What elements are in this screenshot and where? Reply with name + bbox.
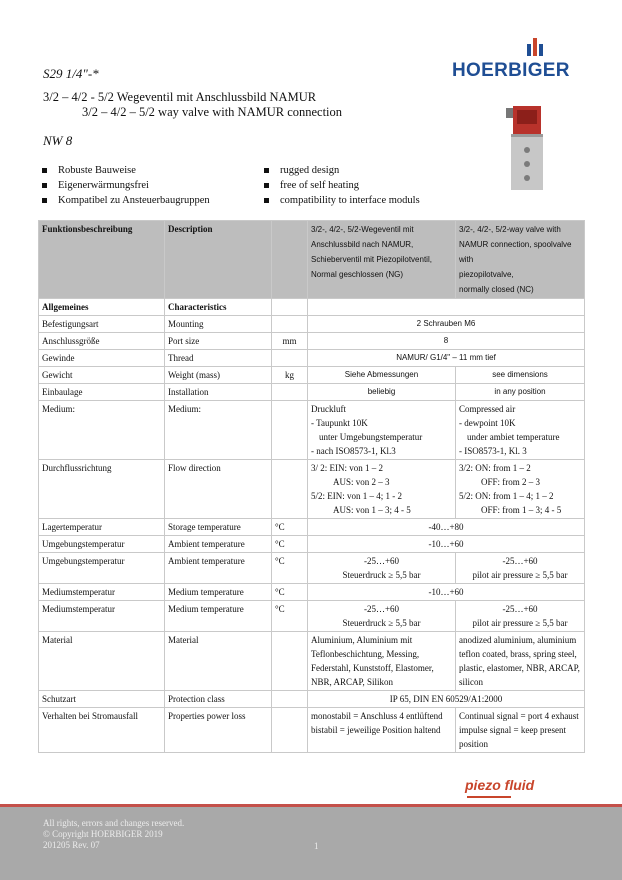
table-cell: 8 <box>308 333 585 350</box>
header-description: Description <box>165 221 272 299</box>
cell-line: - nach ISO8573-1, Kl.3 <box>311 446 396 456</box>
section-label-de: Allgemeines <box>39 299 165 316</box>
table-row <box>39 632 585 691</box>
table-cell <box>308 601 456 632</box>
footer-legal <box>43 818 184 851</box>
cell-line: OFF: from 2 – 3 <box>481 477 541 487</box>
nominal-width: NW 8 <box>43 133 73 148</box>
cell-line: NAMUR connection, spoolvalve with <box>459 240 572 264</box>
table-row <box>39 584 585 601</box>
table-row <box>39 691 585 708</box>
table-cell: Verhalten bei Stromausfall <box>39 708 165 753</box>
table-cell <box>272 708 308 753</box>
table-cell: mm <box>272 333 308 350</box>
table-cell: °C <box>272 553 308 584</box>
table-cell: -40…+80 <box>308 519 585 536</box>
cell-line: Continual signal = port 4 exhaust <box>459 711 579 721</box>
table-cell: °C <box>272 584 308 601</box>
table-cell <box>456 708 585 753</box>
section-label-en: Characteristics <box>165 299 272 316</box>
table-cell <box>272 691 308 708</box>
cell-line: -25…+60 <box>363 556 400 566</box>
hoerbiger-logo-icon <box>524 36 546 58</box>
piezo-fluid-logo: piezo fluid <box>465 777 535 793</box>
table-cell: °C <box>272 601 308 632</box>
cell-line: bistabil = jeweilige Position haltend <box>311 725 441 735</box>
table-cell <box>308 299 585 316</box>
product-code: S29 1/4"-* <box>43 66 99 81</box>
table-cell: Thread <box>165 350 272 367</box>
table-cell: Medium temperature <box>165 601 272 632</box>
table-cell: Lagertemperatur <box>39 519 165 536</box>
specification-table <box>38 220 585 753</box>
cell-line: - ISO8573-1, Kl. 3 <box>459 446 527 456</box>
table-row <box>39 519 585 536</box>
table-cell: Gewicht <box>39 367 165 384</box>
cell-line: Normal geschlossen (NG) <box>311 270 404 279</box>
valve-product-image <box>503 102 547 194</box>
cell-line: AUS: von 2 – 3 <box>333 477 390 487</box>
feature-item: Eigenerwärmungsfrei <box>40 178 210 193</box>
table-cell: Material <box>165 632 272 691</box>
table-cell: 2 Schrauben M6 <box>308 316 585 333</box>
footer-line: © Copyright HOERBIGER 2019 <box>43 829 163 839</box>
cell-line: - Taupunkt 10K <box>311 418 368 428</box>
table-cell: IP 65, DIN EN 60529/A1:2000 <box>308 691 585 708</box>
table-cell: Protection class <box>165 691 272 708</box>
cell-line: -25…+60 <box>502 556 538 566</box>
table-cell: Durchflussrichtung <box>39 460 165 519</box>
header-en-text <box>456 221 585 299</box>
cell-line: Druckluft <box>311 404 346 414</box>
table-cell: Anschlussgröße <box>39 333 165 350</box>
feature-item: Robuste Bauweise <box>40 163 210 178</box>
cell-line: unter Umgebungstemperatur <box>319 432 423 442</box>
footer-line: All rights, errors and changes reserved. <box>43 818 185 828</box>
page-footer <box>0 804 622 880</box>
table-cell: Material <box>39 632 165 691</box>
table-row <box>39 401 585 460</box>
table-row <box>39 553 585 584</box>
cell-line: anodized aluminium, aluminium <box>459 635 577 645</box>
table-cell: Umgebungstemperatur <box>39 536 165 553</box>
cell-line: teflon coated, brass, spring steel, <box>459 649 577 659</box>
table-cell <box>456 460 585 519</box>
table-cell: NAMUR/ G1/4" – 11 mm tief <box>308 350 585 367</box>
cell-line: Anschlussbild nach NAMUR, <box>311 240 414 249</box>
table-cell <box>272 460 308 519</box>
cell-line: Compressed air <box>459 404 516 414</box>
title-english: 3/2 – 4/2 – 5/2 way valve with NAMUR connection <box>82 105 343 119</box>
cell-line: 5/2: ON: from 1 – 4; 1 – 2 <box>459 491 554 501</box>
table-row <box>39 601 585 632</box>
table-cell: Siehe Abmessungen <box>308 367 456 384</box>
table-cell <box>272 299 308 316</box>
table-cell: Mediumstemperatur <box>39 584 165 601</box>
table-row <box>39 350 585 367</box>
cell-line: silicon <box>459 677 483 687</box>
cell-line: Aluminium, Aluminium mit <box>311 635 413 645</box>
table-cell <box>308 553 456 584</box>
cell-line: plastic, elastomer, NBR, ARCAP, <box>459 663 580 673</box>
table-cell: kg <box>272 367 308 384</box>
table-cell: Medium temperature <box>165 584 272 601</box>
table-header-row <box>39 221 585 299</box>
cell-line: NBR, ARCAP, Silikon <box>311 677 394 687</box>
cell-line: Steuerdruck ≥ 5,5 bar <box>342 618 421 628</box>
table-cell <box>272 632 308 691</box>
cell-line: 3/2-, 4/2-, 5/2-Wegeventil mit <box>311 225 414 234</box>
cell-line: -25…+60 <box>502 604 538 614</box>
table-cell: Flow direction <box>165 460 272 519</box>
cell-line: 3/ 2: EIN: von 1 – 2 <box>311 463 383 473</box>
table-cell <box>456 401 585 460</box>
feature-item: free of self heating <box>262 178 420 193</box>
table-cell <box>308 401 456 460</box>
features-german <box>40 163 210 208</box>
table-cell <box>308 460 456 519</box>
cell-line: 5/2: EIN: von 1 – 4; 1 - 2 <box>311 491 402 501</box>
table-cell: °C <box>272 536 308 553</box>
table-row <box>39 367 585 384</box>
cell-line: Teflonbeschichtung, Messing, <box>311 649 420 659</box>
feature-item: compatibility to interface moduls <box>262 193 420 208</box>
cell-line: monostabil = Anschluss 4 entlüftend <box>311 711 443 721</box>
cell-line: Federstahl, Kunststoff, Elastomer, <box>311 663 434 673</box>
table-cell <box>272 384 308 401</box>
table-cell: in any position <box>456 384 585 401</box>
cell-line: pilot air pressure ≥ 5,5 bar <box>472 618 568 628</box>
cell-line: AUS: von 1 – 3; 4 - 5 <box>333 505 411 515</box>
cell-line: normally closed (NC) <box>459 285 534 294</box>
cell-line: - dewpoint 10K <box>459 418 516 428</box>
table-cell: Mediumstemperatur <box>39 601 165 632</box>
cell-line: Schieberventil mit Piezopilotventil, <box>311 255 432 264</box>
table-cell: Umgebungstemperatur <box>39 553 165 584</box>
table-cell: Medium: <box>39 401 165 460</box>
table-cell <box>272 316 308 333</box>
table-cell: Port size <box>165 333 272 350</box>
table-cell: °C <box>272 519 308 536</box>
logo-text: HOERBIGER <box>452 60 570 81</box>
table-cell: Mounting <box>165 316 272 333</box>
table-cell <box>308 632 456 691</box>
table-cell: Weight (mass) <box>165 367 272 384</box>
footer-line: 201205 Rev. 07 <box>43 840 100 850</box>
hoerbiger-logo <box>450 36 580 81</box>
table-cell: -10…+60 <box>308 584 585 601</box>
header-function-description: Funktionsbeschreibung <box>39 221 165 299</box>
cell-line: OFF: from 1 – 3; 4 - 5 <box>481 505 562 515</box>
feature-item: Kompatibel zu Ansteuerbaugruppen <box>40 193 210 208</box>
cell-line: 3/2: ON: from 1 – 2 <box>459 463 531 473</box>
table-cell <box>308 708 456 753</box>
table-cell: -10…+60 <box>308 536 585 553</box>
section-row <box>39 299 585 316</box>
features-english <box>262 163 420 208</box>
table-row <box>39 460 585 519</box>
table-cell: Befestigungsart <box>39 316 165 333</box>
table-cell: Installation <box>165 384 272 401</box>
table-cell: Properties power loss <box>165 708 272 753</box>
table-row <box>39 333 585 350</box>
title-german: 3/2 – 4/2 - 5/2 Wegeventil mit Anschlussbild NAMUR <box>43 90 317 104</box>
cell-line: impulse signal = keep present <box>459 725 567 735</box>
table-cell: Gewinde <box>39 350 165 367</box>
table-cell: beliebig <box>308 384 456 401</box>
table-cell: Ambient temperature <box>165 536 272 553</box>
header-unit <box>272 221 308 299</box>
cell-line: -25…+60 <box>363 604 400 614</box>
table-cell: Ambient temperature <box>165 553 272 584</box>
cell-line: 3/2-, 4/2-, 5/2-way valve with <box>459 225 561 234</box>
cell-line: position <box>459 739 489 749</box>
cell-line: under ambiet temperature <box>467 432 560 442</box>
table-row <box>39 708 585 753</box>
table-cell <box>456 632 585 691</box>
table-cell <box>456 601 585 632</box>
table-cell <box>272 350 308 367</box>
table-cell: Medium: <box>165 401 272 460</box>
cell-line: pilot air pressure ≥ 5,5 bar <box>472 570 568 580</box>
table-cell: Schutzart <box>39 691 165 708</box>
table-cell: Storage temperature <box>165 519 272 536</box>
table-row <box>39 536 585 553</box>
page-number: 1 <box>314 841 319 851</box>
cell-line: piezopilotvalve, <box>459 270 514 279</box>
header-de-text <box>308 221 456 299</box>
feature-item: rugged design <box>262 163 420 178</box>
table-cell <box>272 401 308 460</box>
table-row <box>39 316 585 333</box>
cell-line: Steuerdruck ≥ 5,5 bar <box>342 570 421 580</box>
piezo-fluid-underline <box>467 796 511 798</box>
table-cell <box>456 553 585 584</box>
table-row <box>39 384 585 401</box>
table-cell: see dimensions <box>456 367 585 384</box>
table-cell: Einbaulage <box>39 384 165 401</box>
